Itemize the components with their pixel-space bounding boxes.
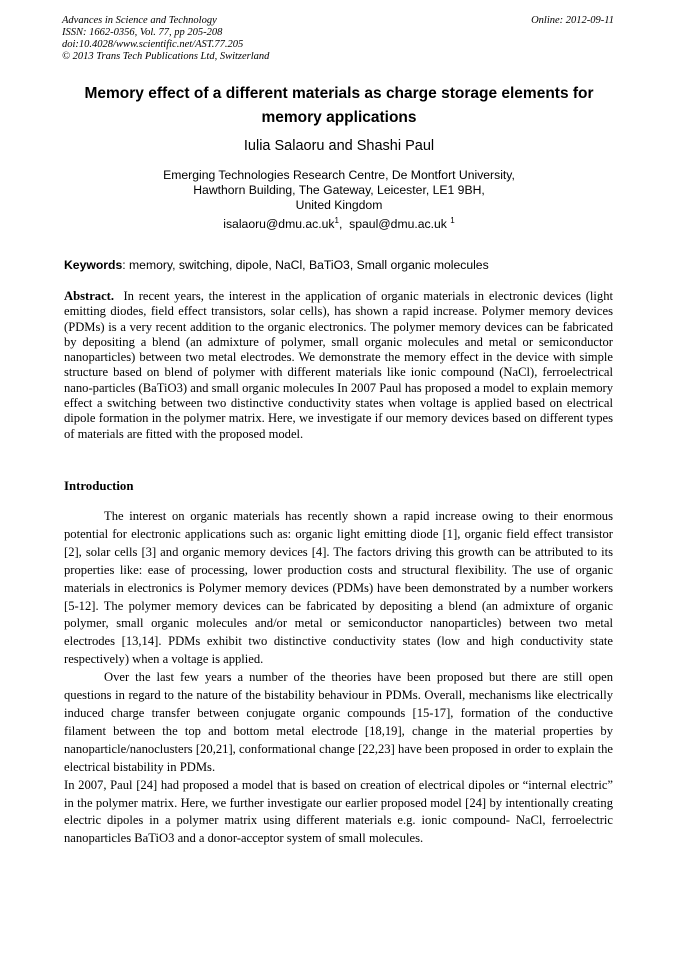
affiliation-line-1: Emerging Technologies Research Centre, De Montfort University, bbox=[163, 168, 515, 182]
email-line bbox=[62, 213, 616, 232]
journal-header bbox=[62, 15, 269, 63]
abstract-label: Abstract. bbox=[64, 289, 115, 303]
intro-paragraph-2: Over the last few years a number of the theories have been proposed but there are still open questions in regard to the nature of the bistability behaviour in PDMs. Overall, mechanisms like electrically induced charge transfer between conjugate organic compounds [15-17], formation of the conductive filament between the top and bottom metal electrode [18,19], change in the material properties by nanoparticle/nanoclusters [20,21], conformational change [22,23] have been proposed in order to explain the electrical bistability in PDMs. bbox=[64, 670, 613, 774]
keywords bbox=[64, 258, 489, 273]
intro-paragraph-1: The interest on organic materials has recently shown a rapid increase owing to their enormous potential for electronic applications such as: organic light emitting diode [1], organic field effect transistor [2], solar cells [3] and organic memory devices [4]. The factors driving this growth can be attributed to its properties like: ease of processing, lower production costs and structural flexibility. The use of organic materials in electronics is Polymer memory devices (PDMs) have been demonstrated by a number workers [5-12]. The polymer memory devices can be fabricated by depositing a blend (an admixture of organic polymer, small organic molecules and/or metal or semiconductor nanoparticles) between two metal electrodes [13,14]. PDMs exhibit two distinctive conductivity states (low and high conductivity state respectively) when a voltage is applied. bbox=[64, 509, 613, 667]
abstract-text: In recent years, the interest in the application of organic materials in electronic devices (light emitting diodes, field effect transistors, solar cells), has shown a rapid increase. Polymer memory devices (PDMs) is a very recent addition to the organic electronics. The polymer memory devices can be fabricated by depositing a blend (an admixture of polymer, small organic molecules and metal or semiconductor nanoparticles) between two metal electrodes. We demonstrate the memory effect in the device with simple structure based on blend of polymer with different materials like ionic compound (NaCl), ferroelectrical nano-particles (BaTiO3) and small organic molecules In 2007 Paul has proposed a model to explain memory effect a switching between two distinctive conductivity states when voltage is applied based on electrical dipole formation in the polymer matrix. Here, we investigate if our memory devices based on different types of materials are fitted with the proposed model. bbox=[64, 289, 613, 441]
email-1[interactable]: isalaoru@dmu.ac.uk bbox=[223, 217, 335, 232]
affiliation bbox=[62, 168, 616, 232]
paper-title: Memory effect of a different materials as charge storage elements for memory applications bbox=[84, 85, 594, 126]
affiliation-line-3: United Kingdom bbox=[295, 198, 383, 212]
online-date: Online: 2012-09-11 bbox=[531, 15, 614, 26]
introduction-body bbox=[64, 508, 613, 848]
copyright-line: © 2013 Trans Tech Publications Ltd, Switzerland bbox=[62, 51, 270, 62]
authors: Iulia Salaoru and Shashi Paul bbox=[243, 138, 435, 154]
email-2-sup: 1 bbox=[450, 216, 455, 225]
doi-line: doi:10.4028/www.scientific.net/AST.77.205 bbox=[62, 39, 244, 50]
issn-line: ISSN: 1662-0356, Vol. 77, pp 205-208 bbox=[62, 27, 223, 38]
email-1-sup: 1 bbox=[334, 216, 339, 225]
keywords-label: Keywords bbox=[64, 258, 123, 272]
email-2[interactable]: spaul@dmu.ac.uk bbox=[349, 217, 447, 232]
abstract bbox=[64, 289, 613, 442]
keywords-text: : memory, switching, dipole, NaCl, BaTiO3, Small organic molecules bbox=[122, 258, 489, 272]
email-separator: , bbox=[338, 217, 350, 232]
affiliation-line-2: Hawthorn Building, The Gateway, Leicester, LE1 9BH, bbox=[193, 183, 485, 197]
intro-paragraph-3: In 2007, Paul [24] had proposed a model that is based on creation of electrical dipoles or “internal electric” in the polymer matrix. Here, we further investigate our earlier proposed model [24] by intentionally creating electric dipoles in a polymer matrix using different materials e.g. ionic compound- NaCl, ferroelectric nanoparticles BaTiO3 and a donor-acceptor system of small molecules. bbox=[64, 777, 613, 846]
journal-name: Advances in Science and Technology bbox=[62, 15, 217, 26]
introduction-heading: Introduction bbox=[64, 479, 134, 493]
